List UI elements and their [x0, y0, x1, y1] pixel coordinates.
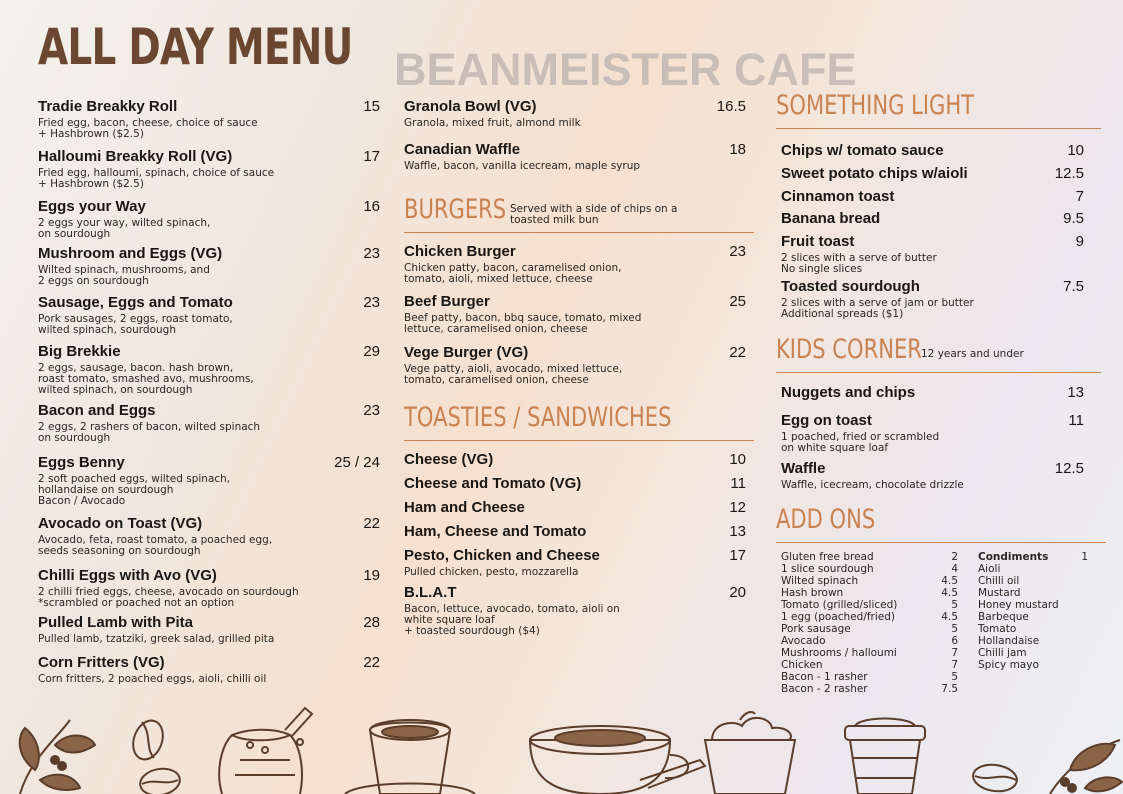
addon-name: Mushrooms / halloumi — [781, 647, 897, 659]
addon-name: Gluten free bread — [781, 551, 874, 563]
item-price: 18 — [729, 141, 746, 158]
coffee-bean-icon — [138, 766, 182, 794]
condiments-list — [978, 551, 1088, 671]
item-price: 17 — [363, 148, 380, 165]
section-divider — [404, 440, 754, 441]
item-name: Sweet potato chips w/aioli — [781, 165, 968, 182]
item-description: Pulled lamb, tzatziki, greek salad, grilled pita — [38, 633, 275, 645]
coffee-bean-icon — [971, 762, 1018, 794]
item-name: Mushroom and Eggs (VG) — [38, 245, 223, 262]
item-description: Fried egg, bacon, cheese, choice of sauce + Hashbrown ($2.5) — [38, 117, 258, 140]
addon-price: 4 — [951, 563, 958, 575]
addon-row — [781, 623, 958, 635]
condiment-item: Chilli jam — [978, 647, 1027, 659]
item-name: Eggs Benny — [38, 454, 125, 471]
item-price: 15 — [363, 98, 380, 115]
addon-name: Hash brown — [781, 587, 844, 599]
section-title: SOMETHING LIGHT — [776, 90, 975, 121]
menu-item — [781, 188, 1084, 205]
item-description: Pulled chicken, pesto, mozzarella — [404, 566, 579, 578]
item-price: 10 — [1067, 142, 1084, 159]
condiment-item: Honey mustard — [978, 599, 1059, 611]
menu-item — [38, 454, 380, 507]
addon-row — [781, 587, 958, 599]
addon-name: Pork sausage — [781, 623, 851, 635]
menu-item — [38, 567, 380, 609]
menu-item — [38, 198, 380, 240]
item-description: Waffle, bacon, vanilla icecream, maple syrup — [404, 160, 641, 172]
addon-name: Tomato (grilled/sliced) — [781, 599, 898, 611]
section-title: TOASTIES / SANDWICHES — [404, 402, 672, 433]
item-name: Chilli Eggs with Avo (VG) — [38, 567, 217, 584]
addon-price: 4.5 — [941, 587, 958, 599]
condiment-item: Mustard — [978, 587, 1021, 599]
item-name: Sausage, Eggs and Tomato — [38, 294, 233, 311]
addon-price: 2 — [951, 551, 958, 563]
item-name: Corn Fritters (VG) — [38, 654, 165, 671]
item-price: 7.5 — [1063, 278, 1084, 295]
menu-item — [781, 165, 1084, 182]
addon-price: 7 — [951, 659, 958, 671]
item-name: Nuggets and chips — [781, 384, 916, 401]
item-name: Egg on toast — [781, 412, 872, 429]
item-price: 9.5 — [1063, 210, 1084, 227]
condiment-item: Barbeque — [978, 611, 1029, 623]
item-description: Beef patty, bacon, bbq sauce, tomato, mixed lettuce, caramelised onion, cheese — [404, 312, 642, 335]
item-name: Chicken Burger — [404, 243, 516, 260]
menu-item — [404, 547, 746, 578]
addon-row — [781, 599, 958, 611]
menu-item — [781, 210, 1084, 227]
addon-row — [781, 671, 958, 683]
item-name: B.L.A.T — [404, 584, 457, 601]
item-price: 13 — [1067, 384, 1084, 401]
section-divider — [776, 128, 1101, 129]
item-price: 16 — [363, 198, 380, 215]
menu-item — [404, 475, 746, 492]
addon-price: 4.5 — [941, 611, 958, 623]
item-name: Waffle — [781, 460, 826, 477]
menu-item — [38, 148, 380, 190]
menu-item — [38, 343, 380, 396]
item-description: 2 eggs, 2 rashers of bacon, wilted spinach on sourdough — [38, 421, 261, 444]
item-price: 23 — [363, 402, 380, 419]
section-title: KIDS CORNER — [776, 334, 922, 365]
milkshake-glass-icon — [705, 712, 795, 794]
item-description: Fried egg, halloumi, spinach, choice of sauce + Hashbrown ($2.5) — [38, 167, 275, 190]
addons-list — [781, 551, 958, 695]
item-name: Cinnamon toast — [781, 188, 895, 205]
item-price: 12.5 — [1054, 165, 1084, 182]
item-price: 12 — [729, 499, 746, 516]
item-price: 13 — [729, 523, 746, 540]
item-name: Ham and Cheese — [404, 499, 525, 516]
coffee-leaves-left-icon — [20, 720, 95, 794]
item-name: Big Brekkie — [38, 343, 121, 360]
item-price: 11 — [730, 475, 746, 492]
menu-item — [781, 278, 1084, 320]
item-description: Corn fritters, 2 poached eggs, aioli, chilli oil — [38, 673, 267, 685]
item-name: Granola Bowl (VG) — [404, 98, 537, 115]
item-name: Fruit toast — [781, 233, 855, 250]
item-name: Pesto, Chicken and Cheese — [404, 547, 600, 564]
column-right — [776, 90, 1106, 700]
item-name: Tradie Breakky Roll — [38, 98, 178, 115]
addon-row — [781, 551, 958, 563]
item-price: 25 — [729, 293, 746, 310]
item-description: Vege patty, aioli, avocado, mixed lettuce, tomato, caramelised onion, cheese — [404, 363, 623, 386]
item-price: 9 — [1075, 233, 1084, 250]
addon-row — [781, 635, 958, 647]
item-price: 12.5 — [1054, 460, 1084, 477]
condiments-header — [978, 551, 1088, 563]
addon-name: Avocado — [781, 635, 826, 647]
menu-title: ALL DAY MENU — [38, 18, 353, 76]
addon-price: 6 — [951, 635, 958, 647]
addon-name: 1 egg (poached/fried) — [781, 611, 896, 623]
menu-item — [38, 245, 380, 287]
addon-row — [781, 659, 958, 671]
item-description: Bacon, lettuce, avocado, tomato, aioli on white square loaf + toasted sourdough ($4) — [404, 603, 620, 637]
addon-row — [781, 575, 958, 587]
menu-item — [404, 293, 746, 335]
item-price: 25 / 24 — [334, 454, 380, 471]
menu-item — [781, 142, 1084, 159]
menu-item — [781, 460, 1084, 491]
menu-item — [404, 98, 746, 129]
menu-item — [404, 584, 746, 637]
addon-price: 4.5 — [941, 575, 958, 587]
condiment-item: Spicy mayo — [978, 659, 1039, 671]
item-price: 28 — [363, 614, 380, 631]
item-name: Halloumi Breakky Roll (VG) — [38, 148, 233, 165]
menu-item — [38, 515, 380, 557]
menu-item — [404, 243, 746, 285]
menu-item — [404, 451, 746, 468]
addon-price: 7 — [951, 647, 958, 659]
addon-name: Wilted spinach — [781, 575, 859, 587]
column-breakfast — [38, 98, 380, 698]
item-description: 2 slices with a serve of jam or butter Additional spreads ($1) — [781, 297, 974, 320]
addon-name: Bacon - 2 rasher — [781, 683, 868, 695]
item-price: 19 — [363, 567, 380, 584]
condiments-label: Condiments — [978, 551, 1049, 563]
item-name: Pulled Lamb with Pita — [38, 614, 194, 631]
section-title: BURGERS — [404, 194, 507, 225]
section-divider — [776, 372, 1101, 373]
menu-item — [404, 499, 746, 516]
item-name: Bacon and Eggs — [38, 402, 156, 419]
addon-name: Bacon - 1 rasher — [781, 671, 868, 683]
item-description: 2 slices with a serve of butter No single slices — [781, 252, 937, 275]
item-price: 29 — [363, 343, 380, 360]
item-name: Banana bread — [781, 210, 881, 227]
addon-name: Chicken — [781, 659, 823, 671]
menu-item — [781, 233, 1084, 275]
menu-item — [38, 98, 380, 140]
menu-item — [404, 344, 746, 386]
item-name: Vege Burger (VG) — [404, 344, 529, 361]
item-description: Chicken patty, bacon, caramelised onion, tomato, aioli, mixed lettuce, cheese — [404, 262, 622, 285]
item-price: 10 — [729, 451, 746, 468]
addon-row — [781, 611, 958, 623]
item-description: 2 eggs, sausage, bacon. hash brown, roast tomato, smashed avo, mushrooms, wilted spinach, on sourdough — [38, 362, 254, 396]
item-price: 22 — [363, 515, 380, 532]
takeaway-cup-icon — [845, 719, 925, 794]
condiment-item: Chilli oil — [978, 575, 1020, 587]
menu-item — [38, 614, 380, 645]
item-name: Beef Burger — [404, 293, 490, 310]
addon-price: 7.5 — [941, 683, 958, 695]
item-description: Wilted spinach, mushrooms, and 2 eggs on sourdough — [38, 264, 210, 287]
menu-item — [38, 402, 380, 444]
item-name: Toasted sourdough — [781, 278, 920, 295]
item-description: Avocado, feta, roast tomato, a poached egg, seeds seasoning on sourdough — [38, 534, 273, 557]
item-name: Cheese and Tomato (VG) — [404, 475, 582, 492]
item-name: Canadian Waffle — [404, 141, 521, 158]
item-name: Ham, Cheese and Tomato — [404, 523, 587, 540]
coffee-illustration-strip — [0, 700, 1123, 794]
cappuccino-cup-icon — [530, 726, 705, 794]
addon-name: 1 slice sourdough — [781, 563, 874, 575]
menu-item — [781, 412, 1084, 454]
item-price: 22 — [363, 654, 380, 671]
addon-price: 5 — [951, 599, 958, 611]
item-price: 16.5 — [716, 98, 746, 115]
addon-row — [781, 647, 958, 659]
item-description: Pork sausages, 2 eggs, roast tomato, wilted spinach, sourdough — [38, 313, 233, 336]
condiment-item: Hollandaise — [978, 635, 1040, 647]
addon-price: 5 — [951, 623, 958, 635]
condiments-price: 1 — [1081, 551, 1088, 563]
coffee-glass-cup-icon — [345, 720, 475, 794]
item-name: Avocado on Toast (VG) — [38, 515, 203, 532]
item-price: 20 — [729, 584, 746, 601]
burgers-note: Served with a side of chips on a toasted milk bun — [510, 203, 678, 226]
section-title: ADD ONS — [776, 504, 876, 535]
item-description: 2 soft poached eggs, wilted spinach, hollandaise on sourdough Bacon / Avocado — [38, 473, 231, 507]
coffee-sack-icon — [219, 708, 312, 794]
kids-note: 12 years and under — [921, 348, 1024, 360]
menu-item — [38, 294, 380, 336]
addon-row — [781, 563, 958, 575]
item-price: 23 — [363, 294, 380, 311]
condiment-item: Aioli — [978, 563, 1001, 575]
menu-item — [404, 141, 746, 172]
item-description: 2 chilli fried eggs, cheese, avocado on sourdough *scrambled or poached not an option — [38, 586, 299, 609]
item-description: 1 poached, fried or scrambled on white square loaf — [781, 431, 940, 454]
item-price: 11 — [1068, 412, 1084, 429]
menu-item — [781, 384, 1084, 401]
section-divider — [776, 542, 1106, 543]
item-price: 7 — [1075, 188, 1084, 205]
item-price: 23 — [363, 245, 380, 262]
item-name: Eggs your Way — [38, 198, 146, 215]
menu-item — [404, 523, 746, 540]
item-description: Waffle, icecream, chocolate drizzle — [781, 479, 964, 491]
item-price: 23 — [729, 243, 746, 260]
item-name: Cheese (VG) — [404, 451, 494, 468]
cafe-brand: BEANMEISTER CAFE — [394, 44, 857, 95]
menu-item — [38, 654, 380, 685]
item-description: 2 eggs your way, wilted spinach, on sourdough — [38, 217, 211, 240]
condiment-item: Tomato — [978, 623, 1017, 635]
addon-price: 5 — [951, 671, 958, 683]
column-middle — [404, 98, 746, 698]
section-divider — [404, 232, 754, 233]
item-description: Granola, mixed fruit, almond milk — [404, 117, 581, 129]
addon-row — [781, 683, 958, 695]
item-price: 17 — [729, 547, 746, 564]
item-price: 22 — [729, 344, 746, 361]
coffee-bean-icon — [128, 716, 168, 763]
item-name: Chips w/ tomato sauce — [781, 142, 944, 159]
coffee-leaves-right-icon — [1050, 740, 1122, 794]
